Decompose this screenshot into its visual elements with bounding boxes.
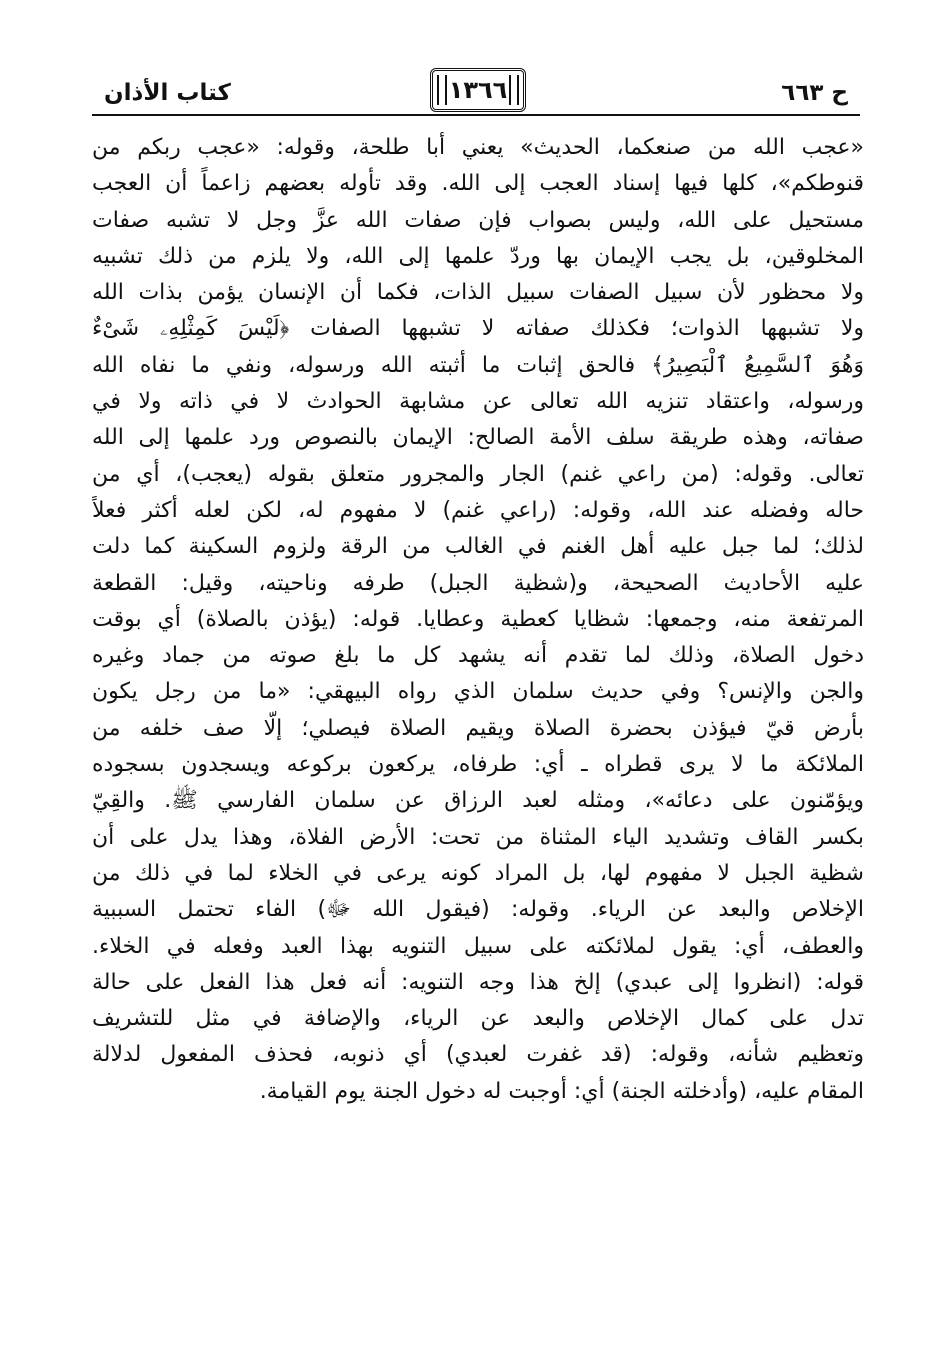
text-line: المخلوقين، بل يجب الإيمان بها وردّ علمها إلى الله، ولا يلزم من ذلك تشبيه [92,243,864,269]
text-line: عليه الأحاديث الصحيحة، و(شظية الجبل) طرفه وناحيته، وقيل: القطعة [92,570,864,596]
page-number: ١٣٦٦ [448,76,508,104]
text-line: تدل على كمال الإخلاص والبعد عن الرياء، والإضافة في مثل للتشريف [92,1006,864,1032]
text-line: بكسر القاف وتشديد الياء المثناة من تحت: الأرض الفلاة، وهذا يدل على أن [92,824,864,850]
text-line: الملائكة ما لا يرى قطراه ـ أي: طرفاه، يركعون بركوعه ويسجدون بسجوده [92,752,864,778]
text-line: المرتفعة منه، وجمعها: شظايا كعطية وعطايا. قوله: (يؤذن بالصلاة) أي بوقت [92,606,864,632]
commentary-text [92,130,864,1110]
text-line: ولا تشبهها الذوات؛ فكذلك صفاته لا تشبهها الصفات ﴿لَيْسَ كَمِثْلِهِۦ شَىْءٌ [92,316,864,342]
text-line: وتعظيم شأنه، وقوله: (قد غفرت لعبدي) أي ذنوبه، فحذف المفعول لدلالة [92,1042,864,1068]
text-line: دخول الصلاة، وذلك لما تقدم أنه يشهد كل ما بلغ صوته من جماد وغيره [92,643,864,669]
text-line: المقام عليه، (وأدخلته الجنة) أي: أوجبت له دخول الجنة يوم القيامة. [259,1078,864,1104]
text-line: حاله وفضله عند الله، وقوله: (راعي غنم) لا مفهوم له، لكن لعله أكثر فعلاً [92,497,864,523]
text-line: مستحيل على الله، وليس بصواب فإن صفات الله عزَّ وجل لا تشبه صفات [92,207,864,233]
page-number-frame [430,68,526,112]
text-line: الإخلاص والبعد عن الرياء. وقوله: (فيقول الله ﷻ) الفاء تحتمل السببية [92,897,864,923]
text-line: «عجب الله من صنعكما، الحديث» يعني أبا طلحة، وقوله: «عجب ربكم من [92,135,864,160]
text-line: صفاته، وهذه طريقة سلف الأمة الصالح: الإيمان بالنصوص ورد علمها إلى الله [92,425,864,451]
text-line: والجن والإنس؟ وفي حديث سلمان الذي رواه البيهقي: «ما من رجل يكون [92,679,864,705]
text-line: شظية الجبل لا مفهوم لها، بل المراد كونه يرعى في الخلاء لما في ذلك من [92,860,864,886]
text-line: ويؤمّنون على دعائه»، ومثله لعبد الرزاق عن سلمان الفارسي ﷺ. والقِيّ [92,788,864,814]
text-line: ورسوله، واعتقاد تنزيه الله تعالى عن مشابهة الحوادث لا في ذاته ولا في [92,389,864,415]
chapter-title: كتاب الأذان [104,80,231,106]
text-line: وَهُوَ ٱلسَّمِيعُ ٱلْبَصِيرُ﴾ فالحق إثبات ما أثبته الله ورسوله، ونفي ما نفاه الله [92,352,864,378]
header-divider [92,114,860,116]
text-line: قنوطكم»، كلها فيها إسناد العجب إلى الله. وقد تأوله بعضهم زاعماً أن العجب [92,171,864,197]
page-header [92,68,856,114]
text-line: والعطف، أي: يقول لملائكته على سبيل التنويه بهذا العبد وفعله في الخلاء. [92,933,864,959]
text-line: بأرض قيّ فيؤذن بحضرة الصلاة ويقيم الصلاة فيصلي؛ إلّا صف خلفه من [92,715,864,741]
text-line: قوله: (انظروا إلى عبدي) إلخ هذا وجه التنويه: أنه فعل هذا الفعل على حالة [92,969,864,995]
text-line: ولا محظور لأن سبيل الصفات سبيل الذات، فكما أن الإنسان يؤمن بذات الله [92,280,864,306]
text-line: لذلك؛ لما جبل عليه أهل الغنم في الغالب من الرقة ولزوم السكينة كما دلت [92,534,864,560]
hadith-reference: ح ٦٦٣ [781,80,848,106]
text-line: تعالى. وقوله: (من راعي غنم) الجار والمجرور متعلق بقوله (يعجب)، أي من [92,461,864,487]
